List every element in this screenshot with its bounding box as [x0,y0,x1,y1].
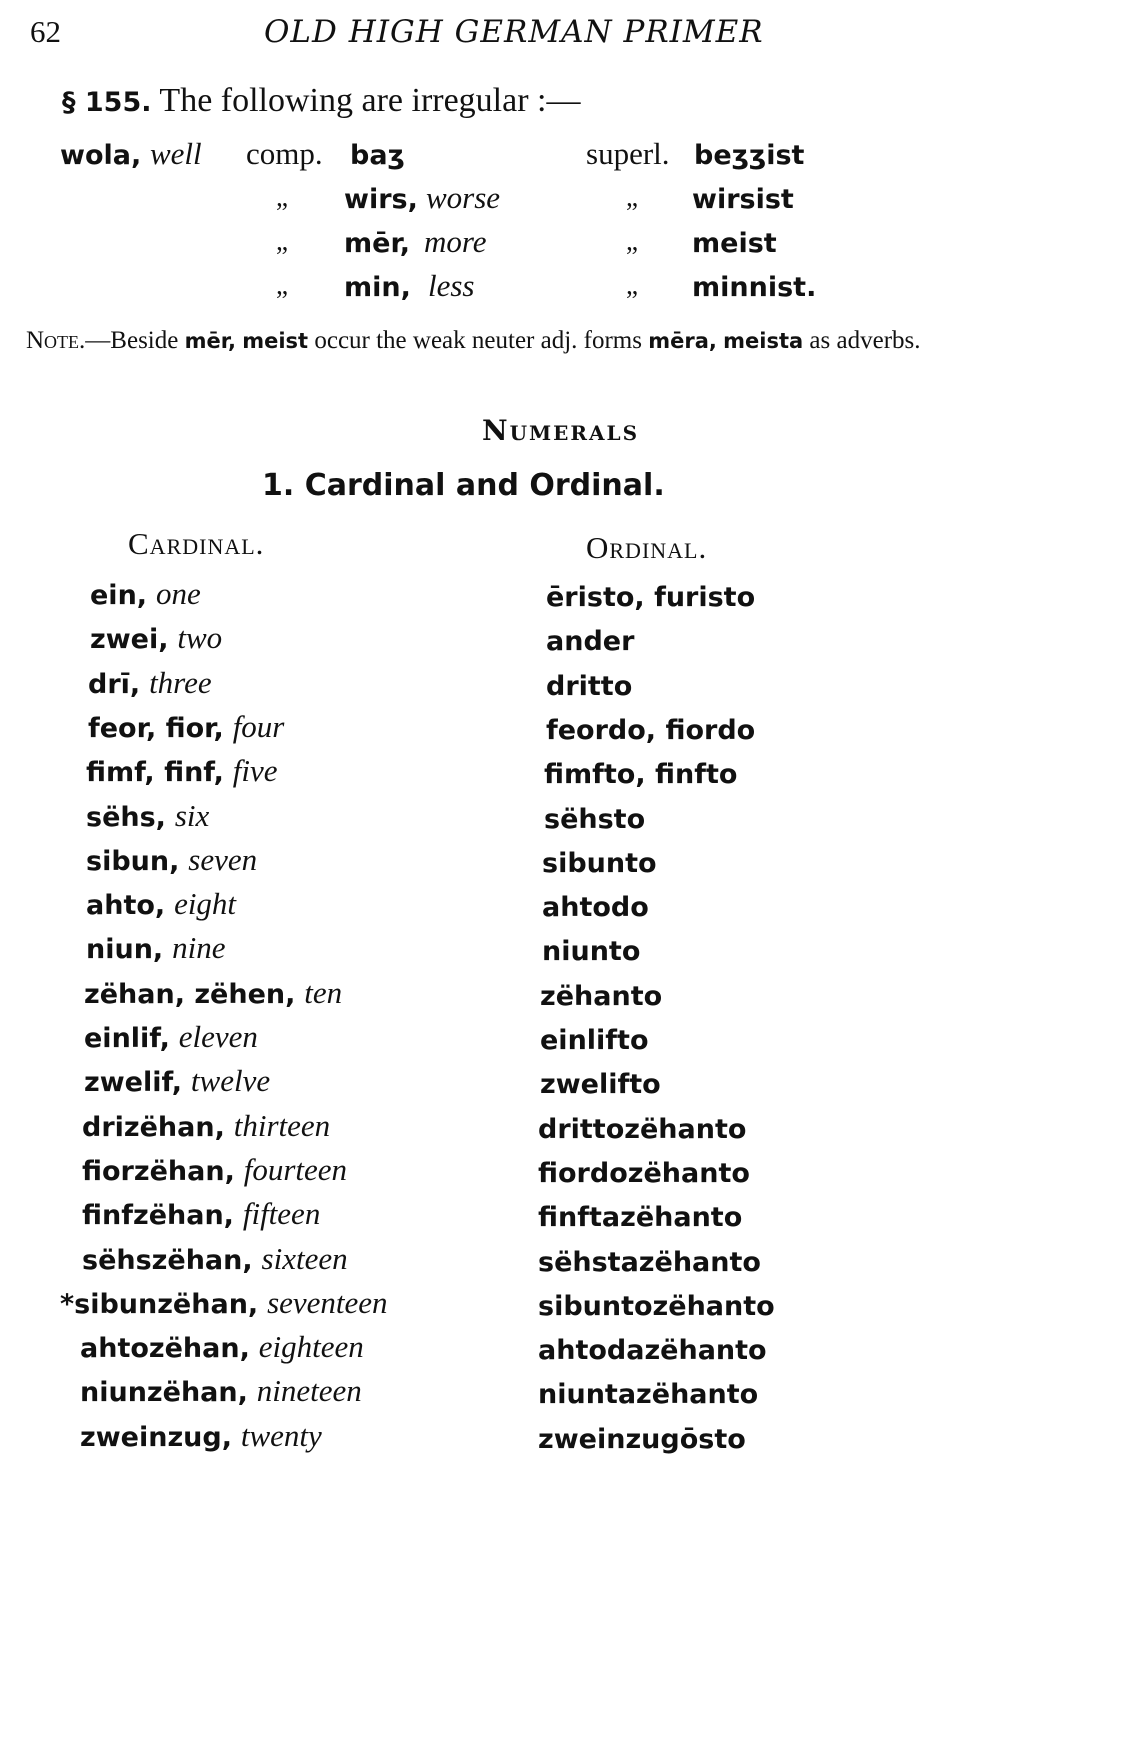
english-gloss: nineteen [256,1373,362,1408]
cardinal-entry [84,975,342,1011]
english-gloss: eight [174,886,237,921]
cardinal-entry [84,1063,270,1099]
ordinal-form: niuntazëhanto [538,1379,759,1410]
ordinal-form: finftazëhanto [538,1202,743,1233]
superlative-form: minnist. [692,272,817,303]
note-word-mer: mēr, [184,329,236,353]
comparative-form: wirs, [344,184,418,215]
comparative-form: baʒ [350,140,405,171]
cardinal-entry [84,1019,258,1055]
ditto-mark: „ [626,270,638,300]
superlative-form: meist [692,228,777,259]
numerals-heading: Numerals [481,414,640,447]
cardinal-form: ein, [90,580,148,611]
english-gloss: four [232,709,285,744]
cardinal-form: sibunzëhan, [74,1289,259,1320]
cardinal-form: zweinzug, [80,1422,232,1453]
ordinal-form: einlifto [540,1025,649,1056]
english-gloss: twenty [240,1418,322,1453]
comparative-gloss: more [424,224,487,259]
comparative-gloss: less [428,268,475,303]
cardinal-entry [82,1241,348,1277]
cardinal-entry [90,620,222,656]
ditto-mark: „ [276,270,288,300]
section-intro: The following are irregular :— [159,82,581,119]
ditto-mark: „ [626,182,638,212]
cardinal-entry [86,753,278,789]
running-head [30,14,764,50]
ordinal-form: sëhsto [544,804,646,835]
cardinal-form: sëhszëhan, [82,1245,253,1276]
english-gloss: fifteen [242,1196,321,1231]
cardinal-form: sibun, [86,846,180,877]
ditto-mark: „ [276,182,288,212]
section-heading [62,82,581,120]
note-word-meist: meist [242,329,309,353]
cardinal-form: ahto, [86,890,166,921]
ordinal-form: zweinzugōsto [538,1424,746,1455]
ordinal-form: feordo, fiordo [546,715,756,746]
ordinal-form: dritto [546,671,633,702]
note-text-1: —Beside [85,327,185,354]
cardinal-column-header: Cardinal. [128,526,265,561]
note-text-2: occur the weak neuter adj. forms [308,327,649,354]
cardinal-entry [86,842,257,878]
cardinal-entry [60,1285,388,1321]
ordinal-form: fimfto, finfto [544,759,738,790]
positive-gloss: well [150,136,202,171]
cardinal-form: feor, fior, [88,713,224,744]
ordinal-form: ahtodazëhanto [538,1335,767,1366]
english-gloss: two [177,620,223,655]
cardinal-form: finfzëhan, [82,1200,234,1231]
cardinal-entry [88,709,284,745]
ordinal-form: ēristo, furisto [546,582,756,613]
cardinal-entry [82,1196,320,1232]
ditto-mark: „ [626,226,638,256]
english-gloss: five [232,753,278,788]
positive-form: wola, [60,140,142,171]
cardinal-entry [80,1418,322,1454]
note-word-meista: meista [723,329,804,353]
english-gloss: eighteen [258,1329,364,1364]
cardinal-entry [86,930,225,966]
cardinal-entry [86,798,209,834]
ordinal-form: sëhstazëhanto [538,1247,761,1278]
cardinal-form: fimf, finf, [86,757,224,788]
cardinal-form: zwei, [90,624,169,655]
comparative-form: min, [344,272,411,303]
cardinal-form: zëhan, zëhen, [84,979,296,1010]
cardinal-form: sëhs, [86,802,166,833]
cardinal-form: niunzëhan, [80,1377,248,1408]
cardinal-entry [90,576,201,612]
english-gloss: eleven [178,1019,258,1054]
superlative-form: wirsist [692,184,794,215]
note-paragraph [26,324,1036,358]
cardinal-form: drī, [88,669,141,700]
ordinal-form: sibuntozëhanto [538,1291,775,1322]
note-text-3: as adverbs. [803,327,921,354]
cardinal-form: einlif, [84,1023,170,1054]
note-label: Note. [26,327,86,354]
english-gloss: ten [304,975,343,1010]
note-word-mera: mēra, [648,329,717,353]
english-gloss: sixteen [261,1241,348,1276]
section-number: § 155. [62,87,152,118]
cardinal-entry [80,1329,364,1365]
ordinal-form: zëhanto [540,981,663,1012]
english-gloss: thirteen [233,1108,331,1143]
cardinal-form: fiorzëhan, [82,1156,235,1187]
ordinal-form: sibunto [542,848,657,879]
superlative-form: beʒʒist [694,140,805,171]
cardinal-entry [88,665,212,701]
ordinal-form: ander [546,626,635,657]
ordinal-column-header: Ordinal. [586,530,708,565]
english-gloss: nine [172,930,226,965]
english-gloss: seventeen [267,1285,388,1320]
english-gloss: twelve [190,1063,271,1098]
ditto-mark: „ [276,226,288,256]
comp-label: comp. [246,136,323,171]
cardinal-entry [80,1373,362,1409]
english-gloss: seven [188,842,258,877]
superl-label: superl. [586,136,670,171]
cardinal-entry [86,886,236,922]
ordinal-form: zwelifto [540,1069,661,1100]
comparative-form: mēr, [344,228,411,259]
english-gloss: three [149,665,212,700]
ordinal-form: fiordozëhanto [538,1158,750,1189]
cardinal-entry [82,1152,347,1188]
cardinal-form: zwelif, [84,1067,183,1098]
cardinal-ordinal-subheading: 1. Cardinal and Ordinal. [262,468,665,503]
cardinal-form: ahtozëhan, [80,1333,250,1364]
english-gloss: fourteen [243,1152,348,1187]
ordinal-form: niunto [542,936,641,967]
page-number: 62 [30,14,61,49]
ordinal-form: drittozëhanto [538,1114,747,1145]
cardinal-form: drizëhan, [82,1112,225,1143]
asterisk-marker: * [60,1289,75,1320]
page-title: OLD HIGH GERMAN PRIMER [264,14,764,50]
english-gloss: six [174,798,210,833]
cardinal-form: niun, [86,934,164,965]
english-gloss: one [155,576,201,611]
comparative-gloss: worse [426,180,501,215]
cardinal-entry [82,1108,330,1144]
ordinal-form: ahtodo [542,892,649,923]
